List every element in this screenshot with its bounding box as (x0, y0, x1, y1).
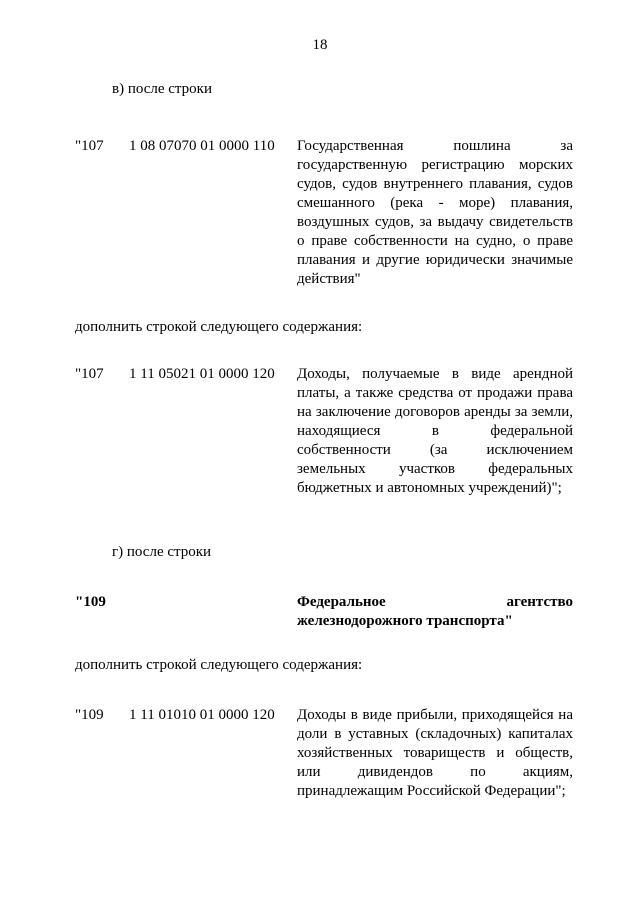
instruction-add-row: дополнить строкой следующего содержания: (75, 319, 363, 335)
row-admin-code: "109 (75, 707, 104, 723)
row-budget-code: 1 11 01010 01 0000 120 (129, 707, 275, 723)
instruction-add-row: дополнить строкой следующего содержания: (75, 657, 363, 673)
row-description-agency: Федеральное агентство железнодорожного транспорта" (297, 594, 573, 629)
row-description: Государственная пошлина за государственную регистрацию морских судов, судов внутреннего плавания, судов смешанного (река - море) плавания, воздушных судов, за выдачу свидетельств о праве собственности на судно, о праве плавания и другие юридически значимые действия" (297, 138, 573, 287)
instruction-after-row: в) после строки (112, 81, 212, 97)
row-budget-code: 1 08 07070 01 0000 110 (129, 138, 275, 154)
row-budget-code: 1 11 05021 01 0000 120 (129, 366, 275, 382)
row-admin-code: "107 (75, 366, 104, 382)
instruction-after-row: г) после строки (112, 544, 212, 560)
row-description: Доходы, получаемые в виде арендной платы, а также средства от продажи права на заключение договоров аренды за земли, находящиеся в федеральной собственности (за исключением земельных участков федеральных бюджетных и автономных учреждений)"; (297, 366, 573, 496)
page-number: 18 (312, 37, 328, 53)
row-admin-code: "107 (75, 138, 104, 154)
row-admin-code: "109 (75, 594, 106, 610)
row-description: Доходы в виде прибыли, приходящейся на доли в уставных (складочных) капиталах хозяйственных товариществ и обществ, или дивидендов по акциям, принадлежащим Российской Федерации"; (297, 707, 573, 799)
